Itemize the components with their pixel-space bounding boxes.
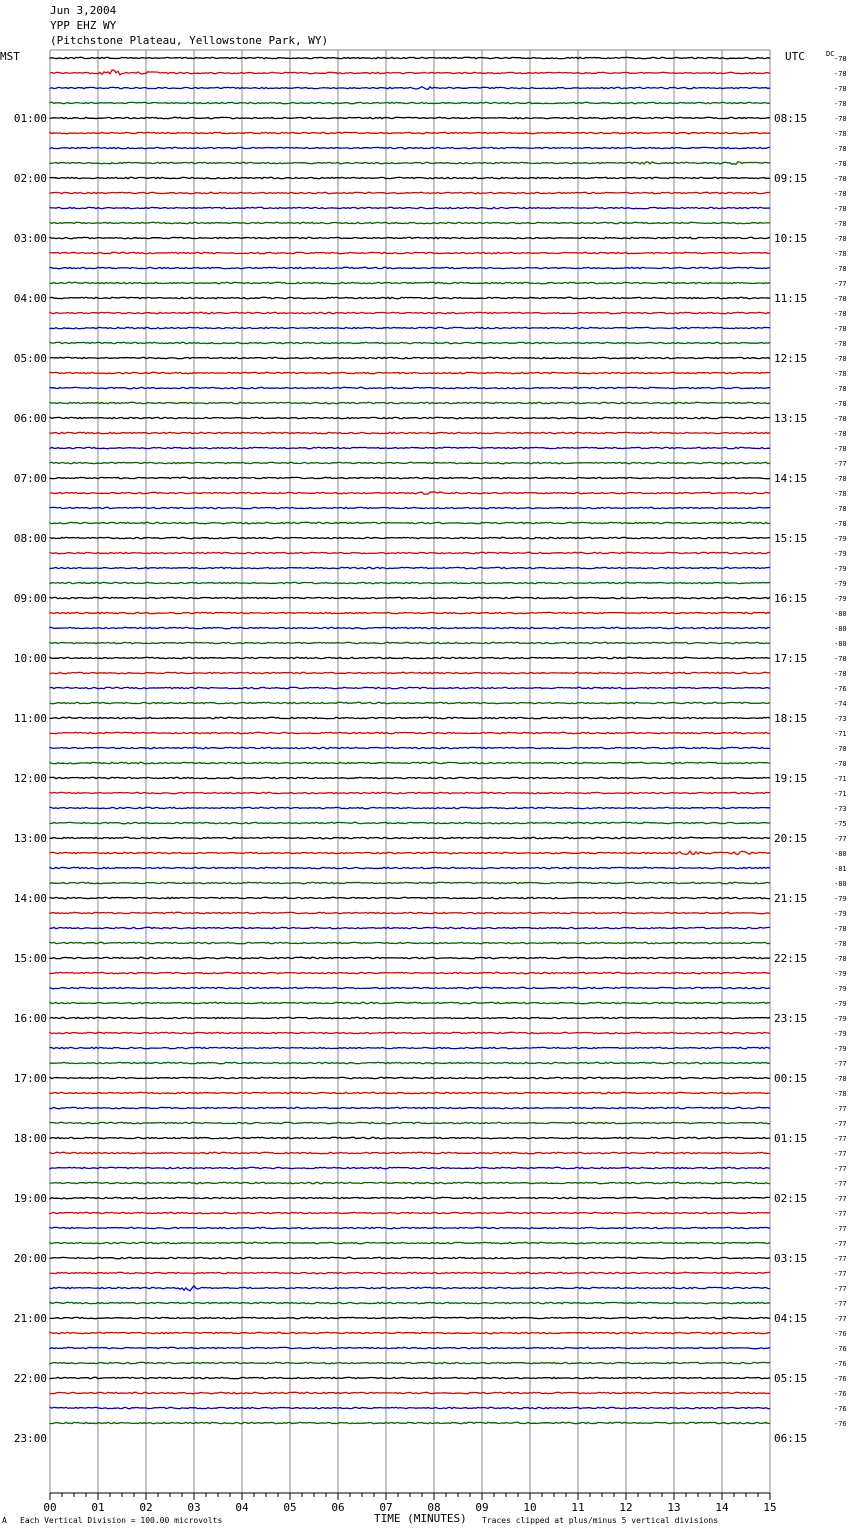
x-tick-label: 05 <box>283 1501 297 1514</box>
utc-axis-label: UTC <box>785 50 805 63</box>
dc-offset-label: -78 <box>834 1075 847 1083</box>
trace-line <box>50 1152 770 1153</box>
mst-hour-label: 04:00 <box>13 292 47 305</box>
dc-offset-label: -80 <box>834 880 847 888</box>
trace-line <box>50 492 770 494</box>
trace-line <box>50 507 770 508</box>
dc-offset-label: -79 <box>834 595 847 603</box>
trace-line <box>50 822 770 823</box>
x-tick-label: 12 <box>619 1501 633 1514</box>
trace-line <box>50 747 770 748</box>
dc-offset-label: -79 <box>834 1000 847 1008</box>
trace-line <box>50 357 770 358</box>
trace-line <box>50 147 770 148</box>
mst-hour-label: 12:00 <box>13 772 47 785</box>
trace-line <box>50 1137 770 1138</box>
dc-offset-label: -78 <box>834 430 847 438</box>
trace-line <box>50 402 770 403</box>
mst-hour-label: 09:00 <box>13 592 47 605</box>
dc-offset-label: -76 <box>834 1390 847 1398</box>
dc-offset-label: -74 <box>834 700 847 708</box>
dc-offset-label: -78 <box>834 355 847 363</box>
trace-line <box>50 1212 770 1213</box>
clip-note: Traces clipped at plus/minus 5 vertical divisions <box>482 1516 719 1525</box>
dc-offset-label: -77 <box>834 1285 847 1293</box>
mst-axis-label: MST <box>0 50 20 63</box>
x-tick-label: 07 <box>379 1501 393 1514</box>
trace-line <box>50 1122 770 1123</box>
mst-hour-label: 08:00 <box>13 532 47 545</box>
trace-line <box>50 1017 770 1018</box>
dc-offset-label: -75 <box>834 820 847 828</box>
trace-line <box>50 672 770 673</box>
x-tick-label: 08 <box>427 1501 441 1514</box>
dc-offset-label: -77 <box>834 1255 847 1263</box>
dc-offset-label: -79 <box>834 1015 847 1023</box>
trace-line <box>50 387 770 388</box>
utc-hour-label: 21:15 <box>774 892 808 905</box>
utc-hour-label: 09:15 <box>774 172 808 185</box>
dc-offset-label: -78 <box>834 160 847 168</box>
dc-offset-label: -79 <box>834 895 847 903</box>
dc-offset-label: -80 <box>834 625 847 633</box>
dc-offset-label: -78 <box>834 175 847 183</box>
mst-hour-label: 23:00 <box>13 1432 47 1445</box>
dc-offset-label: -77 <box>834 1060 847 1068</box>
dc-offset-label: -81 <box>834 865 847 873</box>
dc-offset-label: -78 <box>834 670 847 678</box>
trace-line <box>50 162 770 165</box>
mst-hour-label: 11:00 <box>13 712 47 725</box>
dc-label: DC <box>826 50 835 58</box>
dc-offset-label: -80 <box>834 640 847 648</box>
dc-offset-label: -79 <box>834 985 847 993</box>
x-tick-label: 13 <box>667 1501 681 1514</box>
trace-line <box>50 912 770 913</box>
x-axis-title: TIME (MINUTES) <box>374 1512 467 1525</box>
trace-line <box>50 1377 770 1378</box>
dc-offset-label: -76 <box>834 1345 847 1353</box>
trace-line <box>50 432 770 433</box>
trace-line <box>50 942 770 943</box>
dc-offset-label: -77 <box>834 1270 847 1278</box>
x-tick-label: 15 <box>763 1501 777 1514</box>
utc-hour-label: 10:15 <box>774 232 808 245</box>
trace-line <box>50 132 770 133</box>
mst-hour-label: 19:00 <box>13 1192 47 1205</box>
mst-hour-label: 02:00 <box>13 172 47 185</box>
trace-line <box>50 477 770 478</box>
dc-offset-label: -77 <box>834 1195 847 1203</box>
mst-hour-label: 05:00 <box>13 352 47 365</box>
trace-line <box>50 687 770 688</box>
dc-offset-label: -76 <box>834 1375 847 1383</box>
mst-hour-label: 03:00 <box>13 232 47 245</box>
trace-line <box>50 1062 770 1063</box>
utc-hour-label: 23:15 <box>774 1012 808 1025</box>
trace-line <box>50 762 770 763</box>
utc-hour-label: 12:15 <box>774 352 808 365</box>
dc-offset-label: -78 <box>834 940 847 948</box>
utc-hour-label: 11:15 <box>774 292 808 305</box>
dc-offset-label: -78 <box>834 325 847 333</box>
trace-line <box>50 1407 770 1408</box>
dc-offset-label: -76 <box>834 685 847 693</box>
dc-offset-label: -77 <box>834 1180 847 1188</box>
dc-offset-label: -78 <box>834 490 847 498</box>
dc-offset-label: -78 <box>834 475 847 483</box>
trace-line <box>50 1392 770 1393</box>
x-tick-label: 14 <box>715 1501 729 1514</box>
trace-line <box>50 807 770 808</box>
dc-offset-label: -77 <box>834 1120 847 1128</box>
mst-hour-label: 16:00 <box>13 1012 47 1025</box>
trace-line <box>50 582 770 583</box>
utc-hour-label: 18:15 <box>774 712 808 725</box>
dc-offset-label: -76 <box>834 1330 847 1338</box>
dc-offset-label: -77 <box>834 280 847 288</box>
dc-offset-label: -79 <box>834 970 847 978</box>
trace-line <box>50 1107 770 1108</box>
utc-hour-label: 05:15 <box>774 1372 808 1385</box>
dc-offset-label: -78 <box>834 520 847 528</box>
x-tick-label: 06 <box>331 1501 345 1514</box>
trace-line <box>50 1362 770 1363</box>
dc-offset-label: -78 <box>834 235 847 243</box>
dc-offset-label: -78 <box>834 340 847 348</box>
dc-offset-label: -77 <box>834 835 847 843</box>
trace-line <box>50 312 770 313</box>
mst-hour-label: 10:00 <box>13 652 47 665</box>
mst-hour-label: 01:00 <box>13 112 47 125</box>
dc-offset-label: -79 <box>834 1045 847 1053</box>
dc-offset-label: -78 <box>834 370 847 378</box>
dc-offset-label: -78 <box>834 190 847 198</box>
trace-line <box>50 327 770 328</box>
dc-offset-label: -78 <box>834 925 847 933</box>
dc-offset-label: -77 <box>834 1240 847 1248</box>
utc-hour-label: 16:15 <box>774 592 808 605</box>
utc-hour-label: 03:15 <box>774 1252 808 1265</box>
trace-line <box>50 1077 770 1078</box>
trace-line <box>50 597 770 598</box>
trace-line <box>50 957 770 958</box>
trace-line <box>50 297 770 298</box>
station-title: YPP EHZ WY <box>50 19 117 32</box>
trace-line <box>50 222 770 223</box>
dc-offset-label: -78 <box>834 445 847 453</box>
dc-offset-label: -70 <box>834 745 847 753</box>
trace-line <box>50 851 770 855</box>
dc-offset-label: -71 <box>834 790 847 798</box>
trace-line <box>50 972 770 973</box>
trace-line <box>50 522 770 523</box>
dc-offset-label: -78 <box>834 145 847 153</box>
mst-hour-label: 07:00 <box>13 472 47 485</box>
dc-offset-label: -77 <box>834 1210 847 1218</box>
utc-hour-label: 06:15 <box>774 1432 808 1445</box>
trace-line <box>50 102 770 103</box>
dc-offset-label: -71 <box>834 730 847 738</box>
dc-offset-label: -79 <box>834 910 847 918</box>
mst-hour-label: 18:00 <box>13 1132 47 1145</box>
dc-offset-label: -78 <box>834 130 847 138</box>
mst-hour-label: 17:00 <box>13 1072 47 1085</box>
utc-hour-label: 13:15 <box>774 412 808 425</box>
trace-line <box>50 717 770 718</box>
dc-offset-label: -78 <box>834 415 847 423</box>
trace-line <box>50 612 770 613</box>
trace-line <box>50 927 770 928</box>
utc-hour-label: 00:15 <box>774 1072 808 1085</box>
x-tick-label: 09 <box>475 1501 489 1514</box>
x-tick-label: 11 <box>571 1501 585 1514</box>
trace-line <box>50 1257 770 1258</box>
trace-line <box>50 117 770 118</box>
dc-offset-label: -77 <box>834 1225 847 1233</box>
dc-offset-label: -78 <box>834 70 847 78</box>
utc-hour-label: 22:15 <box>774 952 808 965</box>
trace-line <box>50 1002 770 1003</box>
dc-offset-label: -78 <box>834 265 847 273</box>
trace-line <box>50 1422 770 1423</box>
mst-hour-label: 06:00 <box>13 412 47 425</box>
dc-offset-label: -70 <box>834 760 847 768</box>
x-tick-label: 00 <box>43 1501 57 1514</box>
trace-line <box>50 837 770 838</box>
utc-hour-label: 15:15 <box>774 532 808 545</box>
trace-line <box>50 70 770 75</box>
dc-offset-label: -78 <box>834 100 847 108</box>
dc-offset-label: -78 <box>834 55 847 63</box>
x-tick-label: 04 <box>235 1501 249 1514</box>
dc-offset-label: -77 <box>834 1315 847 1323</box>
dc-offset-label: -78 <box>834 955 847 963</box>
x-tick-label: 10 <box>523 1501 537 1514</box>
mst-hour-label: 14:00 <box>13 892 47 905</box>
trace-line <box>50 987 770 988</box>
x-tick-label: 01 <box>91 1501 105 1514</box>
dc-offset-label: -78 <box>834 115 847 123</box>
trace-line <box>50 882 770 883</box>
mst-hour-label: 22:00 <box>13 1372 47 1385</box>
dc-offset-label: -78 <box>834 400 847 408</box>
trace-line <box>50 372 770 373</box>
trace-line <box>50 1227 770 1228</box>
trace-line <box>50 342 770 343</box>
trace-line <box>50 657 770 658</box>
trace-line <box>50 267 770 268</box>
dc-offset-label: -76 <box>834 1405 847 1413</box>
dc-offset-label: -79 <box>834 565 847 573</box>
trace-line <box>50 87 770 90</box>
trace-line <box>50 552 770 553</box>
trace-line <box>50 702 770 703</box>
trace-line <box>50 1197 770 1198</box>
trace-line <box>50 57 770 58</box>
dc-offset-label: -73 <box>834 805 847 813</box>
trace-line <box>50 177 770 178</box>
trace-line <box>50 537 770 538</box>
dc-offset-label: -80 <box>834 850 847 858</box>
utc-hour-label: 17:15 <box>774 652 808 665</box>
dc-offset-label: -78 <box>834 85 847 93</box>
dc-offset-label: -78 <box>834 1090 847 1098</box>
utc-hour-label: 14:15 <box>774 472 808 485</box>
utc-hour-label: 08:15 <box>774 112 808 125</box>
trace-line <box>50 252 770 253</box>
dc-offset-label: -80 <box>834 610 847 618</box>
trace-line <box>50 777 770 778</box>
dc-offset-label: -79 <box>834 535 847 543</box>
trace-line <box>50 792 770 793</box>
trace-line <box>50 447 770 448</box>
utc-hour-label: 04:15 <box>774 1312 808 1325</box>
dc-offset-label: -76 <box>834 1360 847 1368</box>
dc-offset-label: -77 <box>834 1135 847 1143</box>
utc-hour-label: 19:15 <box>774 772 808 785</box>
dc-offset-label: -79 <box>834 580 847 588</box>
x-tick-label: 02 <box>139 1501 153 1514</box>
trace-line <box>50 462 770 463</box>
dc-offset-label: -78 <box>834 385 847 393</box>
trace-line <box>50 237 770 238</box>
dc-offset-label: -78 <box>834 295 847 303</box>
dc-offset-label: -79 <box>834 550 847 558</box>
dc-offset-label: -78 <box>834 655 847 663</box>
dc-offset-label: -73 <box>834 715 847 723</box>
dc-offset-label: -78 <box>834 205 847 213</box>
dc-offset-label: -77 <box>834 1165 847 1173</box>
utc-hour-label: 01:15 <box>774 1132 808 1145</box>
date-title: Jun 3,2004 <box>50 4 117 17</box>
trace-line <box>50 282 770 283</box>
trace-line <box>50 1286 770 1291</box>
trace-line <box>50 897 770 898</box>
trace-line <box>50 417 770 418</box>
trace-line <box>50 1167 770 1168</box>
dc-offset-label: -71 <box>834 775 847 783</box>
trace-line <box>50 1047 770 1048</box>
dc-offset-label: -76 <box>834 1420 847 1428</box>
trace-line <box>50 1302 770 1303</box>
trace-line <box>50 207 770 208</box>
utc-hour-label: 20:15 <box>774 832 808 845</box>
trace-line <box>50 1182 770 1183</box>
mst-hour-label: 20:00 <box>13 1252 47 1265</box>
dc-offset-label: -78 <box>834 220 847 228</box>
mst-hour-label: 21:00 <box>13 1312 47 1325</box>
utc-hour-label: 02:15 <box>774 1192 808 1205</box>
dc-offset-label: -78 <box>834 250 847 258</box>
corner-mark: A <box>2 1516 7 1525</box>
trace-line <box>50 627 770 628</box>
trace-line <box>50 642 770 643</box>
mst-hour-label: 13:00 <box>13 832 47 845</box>
trace-line <box>50 1347 770 1348</box>
dc-offset-label: -79 <box>834 1030 847 1038</box>
scale-note: Each Vertical Division = 100.00 microvolts <box>20 1516 223 1525</box>
dc-offset-label: -77 <box>834 460 847 468</box>
trace-line <box>50 1092 770 1093</box>
trace-line <box>50 1332 770 1333</box>
trace-line <box>50 867 770 868</box>
dc-offset-label: -78 <box>834 310 847 318</box>
trace-line <box>50 1032 770 1033</box>
dc-offset-label: -77 <box>834 1300 847 1308</box>
x-tick-label: 03 <box>187 1501 201 1514</box>
dc-offset-label: -78 <box>834 505 847 513</box>
trace-line <box>50 1242 770 1243</box>
location-title: (Pitchstone Plateau, Yellowstone Park, WY) <box>50 34 329 47</box>
trace-line <box>50 1272 770 1273</box>
trace-line <box>50 732 770 733</box>
trace-line <box>50 1317 770 1318</box>
dc-offset-label: -77 <box>834 1150 847 1158</box>
trace-line <box>50 192 770 193</box>
mst-hour-label: 15:00 <box>13 952 47 965</box>
trace-line <box>50 567 770 568</box>
dc-offset-label: -77 <box>834 1105 847 1113</box>
